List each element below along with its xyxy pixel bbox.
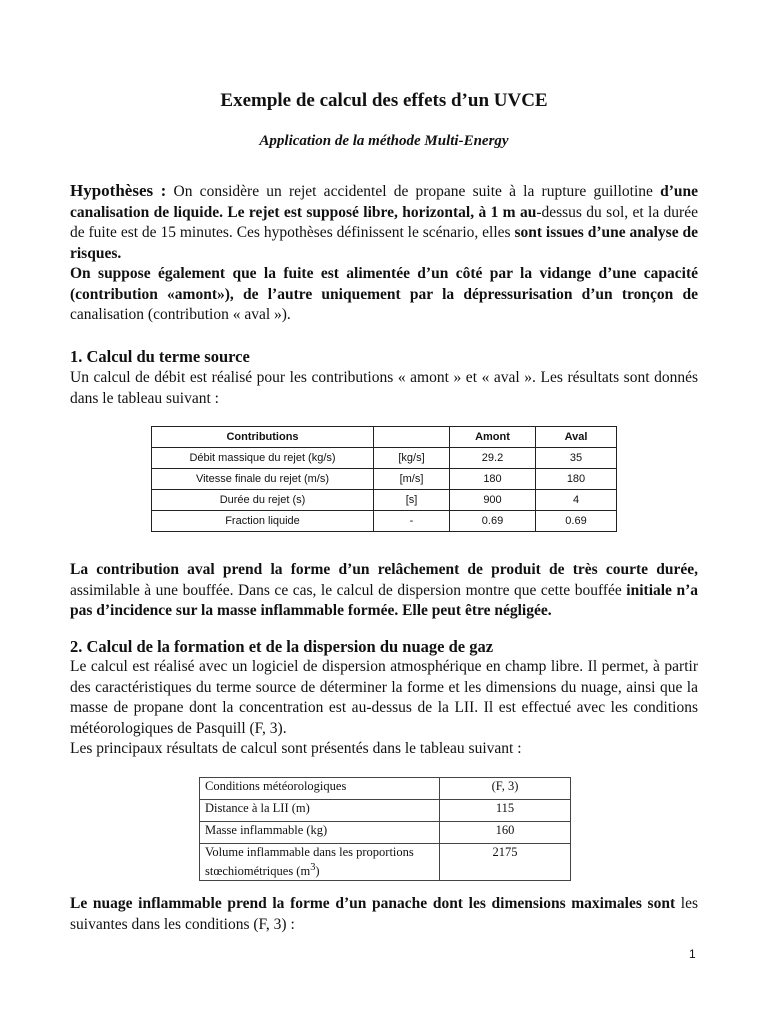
- table-row: [152, 448, 617, 469]
- table-cell: (F, 3): [440, 778, 571, 800]
- aval-bold-2: initiale n’a pas d’incidence sur la masse inflammable formée. Elle peut être négligée.: [70, 581, 698, 619]
- table-cell: 29.2: [450, 448, 536, 469]
- table-cell: Durée du rejet (s): [152, 490, 374, 511]
- hypotheses-bold-2: sont issues d’une analyse de risques.: [70, 224, 698, 262]
- volume-label: Volume inflammable dans les proportions stœchiométriques (m: [205, 845, 414, 879]
- table-row: [200, 822, 571, 844]
- table-cell: Fraction liquide: [152, 511, 374, 532]
- table-row: [152, 490, 617, 511]
- document-title: Exemple de calcul des effets d’un UVCE: [220, 90, 548, 111]
- table-cell: Masse inflammable (kg): [200, 822, 440, 844]
- aval-bold-1: La contribution aval prend la forme d’un relâchement de produit de très courte durée,: [70, 561, 698, 578]
- section1-heading: 1. Calcul du terme source: [70, 347, 250, 366]
- section2-text-body: Le calcul est réalisé avec un logiciel de dispersion atmosphérique en champ libre. Il permet, à partir des caractéristiques du terme source de déterminer la forme et les dimensions du nuage, ainsi que la masse de propane dont la concentration est au-dessus de la LII. Il est effectué avec les conditions météorologiques de Pasquill (F, 3).: [70, 658, 698, 737]
- table-cell: -: [374, 511, 450, 532]
- table-cell: 160: [440, 822, 571, 844]
- table-header-cell: Aval: [536, 427, 617, 448]
- section2-heading: 2. Calcul de la formation et de la dispersion du nuage de gaz: [70, 637, 494, 656]
- table-cell: [kg/s]: [374, 448, 450, 469]
- table-row: [152, 469, 617, 490]
- hypotheses-bold-1: d’une canalisation de liquide. Le rejet est supposé libre, horizontal, à 1 m au: [70, 183, 699, 221]
- aval-text: assimilable à une bouffée. Dans ce cas, le calcul de dispersion montre que cette bouffée: [70, 581, 627, 599]
- volume-label-close: ): [315, 864, 320, 879]
- table-cell: 0.69: [536, 511, 617, 532]
- table-cell: Vitesse finale du rejet (m/s): [152, 469, 374, 490]
- table-cell: 0.69: [450, 511, 536, 532]
- volume-unit-exponent: 3: [310, 862, 316, 873]
- table-cell: 180: [450, 469, 536, 490]
- table-row: [200, 800, 571, 822]
- table-cell: 4: [536, 490, 617, 511]
- hypotheses-lead: Hypothèses :: [70, 181, 167, 200]
- section1-intro: Un calcul de débit est réalisé pour les contributions « amont » et « aval ». Les résultats sont donnés dans le tableau suivant :: [70, 369, 698, 407]
- table-cell: [s]: [374, 490, 450, 511]
- cloud-text: les suivantes dans les conditions (F, 3) :: [70, 895, 698, 933]
- hypotheses-text-1: On considère un rejet accidentel de propane suite à la rupture guillotine: [166, 183, 661, 200]
- dispersion-results-table: [199, 777, 571, 881]
- hypotheses-text-3: canalisation (contribution « aval »).: [70, 306, 291, 323]
- section2-text-2: Les principaux résultats de calcul sont présentés dans le tableau suivant :: [70, 740, 522, 757]
- table-row: [152, 511, 617, 532]
- cloud-bold: Le nuage inflammable prend la forme d’un panache dont les dimensions maximales sont: [70, 895, 676, 912]
- table-cell: 2175: [440, 844, 571, 881]
- hypotheses-text-2: -dessus du sol, et la durée de fuite est de 15 minutes. Ces hypothèses définissent le scénario, elles: [70, 203, 698, 241]
- section2-text: [70, 657, 698, 760]
- table-cell: 180: [536, 469, 617, 490]
- table-cell: Distance à la LII (m): [200, 800, 440, 822]
- document-subtitle: Application de la méthode Multi-Energy: [259, 133, 509, 149]
- table-cell: 115: [440, 800, 571, 822]
- table-cell: 35: [536, 448, 617, 469]
- table-cell: [200, 844, 440, 881]
- table-header-cell: Contributions: [152, 427, 374, 448]
- table-cell: 900: [450, 490, 536, 511]
- table-header-row: [152, 427, 617, 448]
- table-cell: [m/s]: [374, 469, 450, 490]
- table-header-cell: Amont: [450, 427, 536, 448]
- source-term-table: [151, 426, 617, 532]
- table-row: [200, 778, 571, 800]
- hypotheses-paragraph: [70, 181, 698, 326]
- table-header-cell: [374, 427, 450, 448]
- aval-paragraph: [70, 560, 698, 622]
- page-number: 1: [689, 947, 696, 961]
- table-row: [200, 844, 571, 881]
- table-cell: Débit massique du rejet (kg/s): [152, 448, 374, 469]
- table-cell: Conditions météorologiques: [200, 778, 440, 800]
- hypotheses-bold-3: On suppose également que la fuite est alimentée d’un côté par la vidange d’une capacité (contribution «amont»), de l’autre uniquement par la dépressurisation d’un tronçon de: [70, 265, 698, 303]
- cloud-paragraph: [70, 894, 698, 935]
